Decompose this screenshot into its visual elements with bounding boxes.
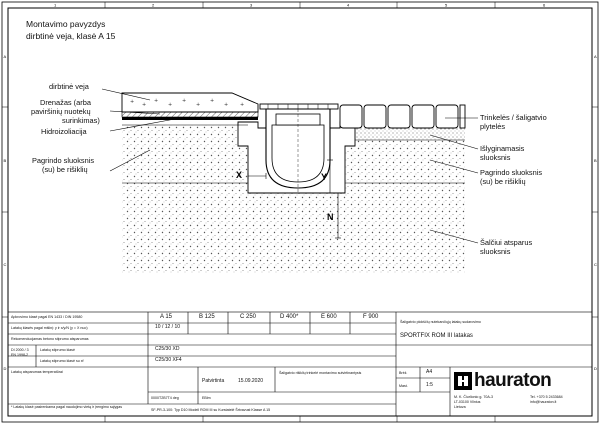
brand-address-1: M. K. Čiurlionio g. 70A-3 xyxy=(454,395,493,399)
row4-value: C25/30 XD xyxy=(155,346,180,352)
row4-code-b: EN 1998-2 xyxy=(11,353,29,357)
label-waterproofing: Hidroizoliacija xyxy=(41,127,87,136)
scale-value: 1:5 xyxy=(426,382,433,388)
hauraton-logo-icon xyxy=(454,372,472,390)
label-base-left-1: Pagrindo sluoksnis xyxy=(32,156,95,165)
label-pavers-2: plytelės xyxy=(480,122,506,131)
scale-label: Mast. xyxy=(399,384,408,388)
dim-n: N xyxy=(327,212,334,222)
col-label-6: 6 xyxy=(543,2,546,8)
label-base-right-1: Pagrindo sluoksnis xyxy=(480,168,543,177)
row-label-b-right: B xyxy=(594,158,597,163)
row-label-d: D xyxy=(3,366,7,371)
waterproofing xyxy=(122,117,258,120)
row-label-b: B xyxy=(3,158,7,163)
table-notes: * Latakų klasė pasirenkama pagal naudojimo vietą ir įrengimo sąlygas xyxy=(11,405,123,409)
brand-phone: Tel. +370 5 2433684 xyxy=(530,395,563,399)
row5-value: C25/30 XF4 xyxy=(155,357,182,363)
description: Šaligatvio rišiklių trinkelė montavimo sutvirtinantysis xyxy=(279,371,362,375)
info-header: Šaligatvio plokščių nutekančiųjų latakų sudarovimo xyxy=(400,320,481,324)
col-label-1: 1 xyxy=(54,2,57,8)
checked-date: 15.09.2020 xyxy=(238,378,264,384)
brand-name: hauraton xyxy=(474,370,552,391)
label-artificial-grass: dirbtinė veja xyxy=(49,82,89,91)
format-label: Brėž. xyxy=(399,371,408,375)
svg-text:+: + xyxy=(142,102,147,108)
drawing-title-line2: dirbtinė veja, klasė A 15 xyxy=(26,31,116,41)
svg-text:+: + xyxy=(154,98,159,104)
col-label-2: 2 xyxy=(152,2,155,8)
row-label-c: C xyxy=(3,262,7,267)
class-b125: B 125 xyxy=(199,314,215,320)
svg-text:+: + xyxy=(196,102,201,108)
drawn-by: EBlm xyxy=(202,396,211,400)
col-label-5: 5 xyxy=(445,2,448,8)
svg-text:+: + xyxy=(168,102,173,108)
row6-label: Latakų atsparumas temperatūrai xyxy=(11,370,63,374)
table-load-header: Apkrovimo klasė pagal EN 1433 / DIN 19580 xyxy=(11,315,83,319)
svg-text:+: + xyxy=(210,98,215,104)
class-a15: A 15 xyxy=(160,314,173,320)
checked-label: Patvirtinta xyxy=(202,378,225,384)
class-f900: F 900 xyxy=(363,314,379,320)
label-levelling-2: sluoksnis xyxy=(480,153,511,162)
label-levelling-1: Išlyginamasis xyxy=(480,144,525,153)
channel-grate xyxy=(260,104,338,109)
label-drainage-2: paviršinių nuotekų xyxy=(31,107,91,116)
class-d400: D 400* xyxy=(280,314,299,320)
col-label-3: 3 xyxy=(250,2,253,8)
channel-inner xyxy=(272,125,324,182)
dim-y: Y xyxy=(321,172,328,182)
format-value: A4 xyxy=(426,369,433,375)
label-drainage-3: surinkimas) xyxy=(62,116,100,125)
label-pavers-1: Trinkelės / šaligatvio xyxy=(480,113,547,122)
brand-address-3: Lietuva xyxy=(454,405,466,409)
brand-email: info@hauraton.lt xyxy=(530,400,557,404)
class-e600: E 600 xyxy=(321,314,337,320)
label-drainage-1: Drenažas (arba xyxy=(40,98,91,107)
footer-ref: SF-PR-3-100: Typ D10 Modell ROM III su Kurstatelė Šrtvavust Klasse A 15 xyxy=(151,408,271,412)
product-name: SPORTFIX ROM III latakas xyxy=(400,333,473,339)
row4-code-a: DI 2000 / 3 xyxy=(11,348,29,352)
row-label-d-right: D xyxy=(594,366,597,371)
class-c250: C 250 xyxy=(240,314,257,320)
label-frost-2: sluoksnis xyxy=(480,247,511,256)
base-layer-left xyxy=(122,125,250,183)
row-label-c-right: C xyxy=(594,262,597,267)
row3-label: Rekomenduojamas betono stiprumo atsparumas xyxy=(11,337,89,341)
frost-layer xyxy=(122,183,465,273)
row4-label: Latakų stiprumo klasė xyxy=(40,348,75,352)
svg-text:+: + xyxy=(224,102,229,108)
svg-text:+: + xyxy=(240,102,245,108)
row5-label: Latakų stiprumo klasė su xf xyxy=(40,359,84,363)
svg-text:+: + xyxy=(182,98,187,104)
label-base-left-2: (su) be rišiklių xyxy=(42,165,88,174)
brand-address-2: LT-03100 Vilnius xyxy=(454,400,481,404)
dim-x: X xyxy=(236,170,243,180)
pavers xyxy=(340,105,465,128)
row-label-a-right: A xyxy=(594,54,597,59)
row2-label: Latakų klasės pagal mišinį: y ir x/y/N (y = X nuo) xyxy=(11,326,88,330)
title-block-lines xyxy=(8,312,592,416)
drawn-code: 0000T2B7T4 deg xyxy=(151,396,179,400)
row2-value: 10 / 12 / 10 xyxy=(155,324,181,330)
label-frost-1: Šalčiui atsparus xyxy=(480,238,533,247)
label-base-right-2: (su) be rišiklių xyxy=(480,177,526,186)
drawing-title-line1: Montavimo pavyzdys xyxy=(26,19,106,29)
svg-text:+: + xyxy=(130,99,135,105)
col-label-4: 4 xyxy=(347,2,350,8)
row-label-a: A xyxy=(3,54,7,59)
